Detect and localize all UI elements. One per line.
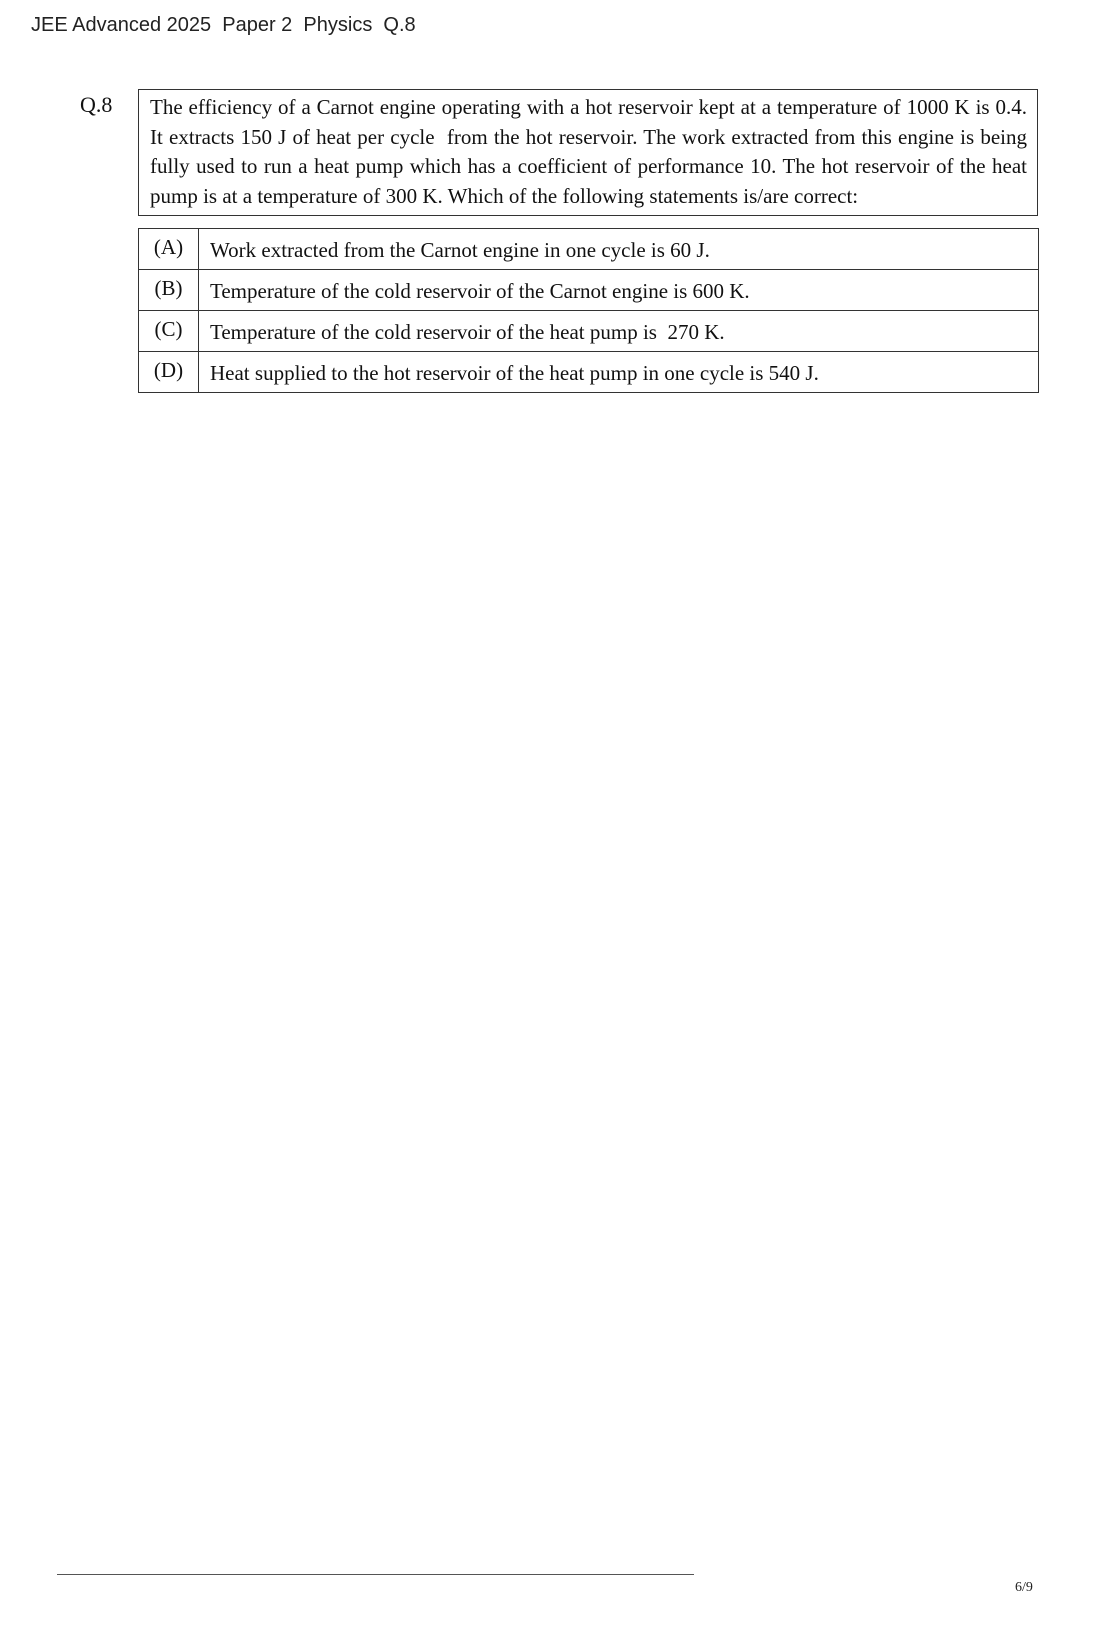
option-row-a: [139, 229, 1039, 270]
option-label: (D): [139, 352, 199, 393]
option-label: (B): [139, 270, 199, 311]
option-text: Temperature of the cold reservoir of the Carnot engine is 600 K.: [199, 270, 1039, 311]
page-number: 6/9: [1015, 1580, 1033, 1595]
option-row-b: [139, 270, 1039, 311]
page-header: JEE Advanced 2025 Paper 2 Physics Q.8: [31, 14, 416, 36]
option-row-c: [139, 311, 1039, 352]
option-text: Heat supplied to the hot reservoir of the heat pump in one cycle is 540 J.: [199, 352, 1039, 393]
option-row-d: [139, 352, 1039, 393]
question-text: The efficiency of a Carnot engine operating with a hot reservoir kept at a temperature of 1000 K is 0.4. It extracts 150 J of heat per cycle from the hot reservoir. The work extracted from this engine is being fully used to run a heat pump which has a coefficient of performance 10. The hot reservoir of the heat pump is at a temperature of 300 K. Which of the following statements is/are correct:: [138, 89, 1038, 216]
footer-divider: [57, 1574, 694, 1575]
option-label: (A): [139, 229, 199, 270]
question-number: Q.8: [80, 92, 113, 117]
option-label: (C): [139, 311, 199, 352]
option-text: Work extracted from the Carnot engine in one cycle is 60 J.: [199, 229, 1039, 270]
option-text: Temperature of the cold reservoir of the heat pump is 270 K.: [199, 311, 1039, 352]
options-table: [138, 228, 1039, 393]
